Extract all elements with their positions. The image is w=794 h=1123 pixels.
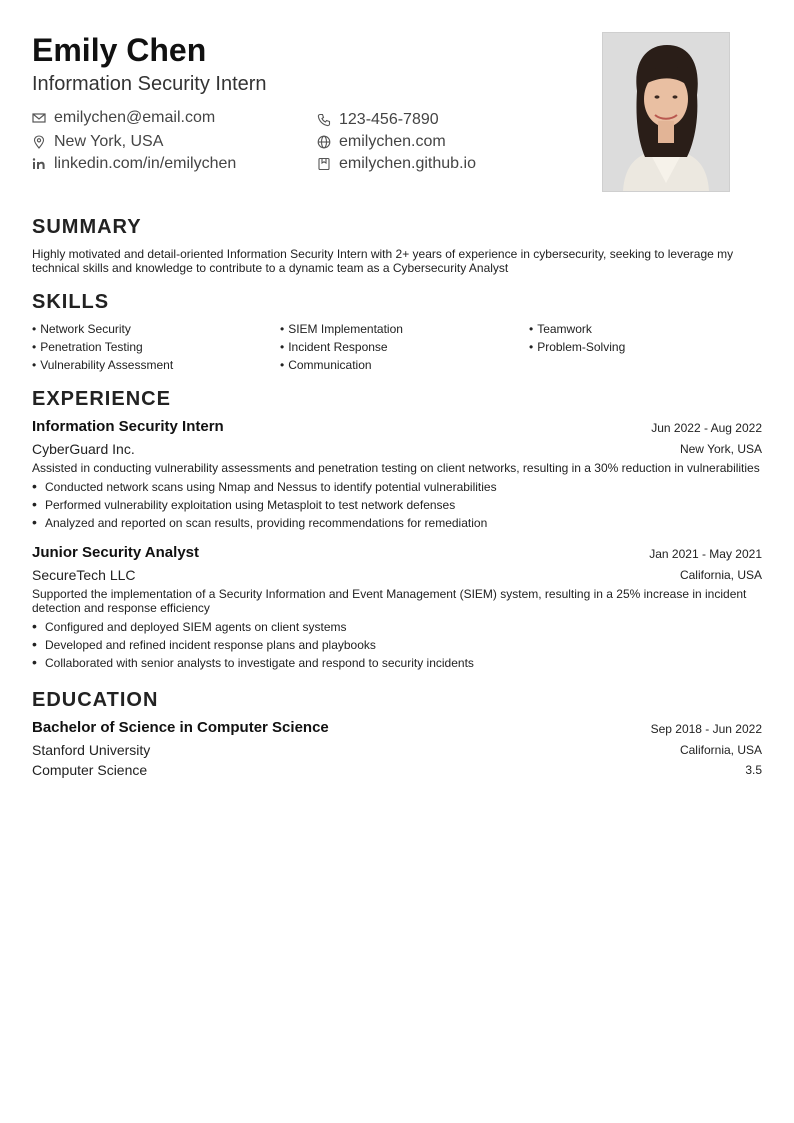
- linkedin-text: linkedin.com/in/emilychen: [54, 155, 237, 172]
- skill-item: • Communication: [280, 358, 372, 372]
- job-bullet: • Analyzed and reported on scan results, providing recommendations for remediation: [32, 514, 488, 530]
- job-bullet: • Collaborated with senior analysts to investigate and respond to security incidents: [32, 654, 474, 670]
- bullet-text: Collaborated with senior analysts to investigate and respond to security incidents: [45, 656, 474, 670]
- job-location: California, USA: [679, 568, 762, 582]
- job-description: Supported the implementation of a Security Information and Event Management (SIEM) system, resulting in a 25% increase in incident detection and response efficiency: [32, 587, 747, 615]
- candidate-role: Information Security Intern: [32, 73, 267, 95]
- skill-item: • Vulnerability Assessment: [32, 358, 173, 372]
- skill-item: • SIEM Implementation: [280, 322, 403, 336]
- candidate-name: Emily Chen: [32, 32, 207, 68]
- education-location: California, USA: [679, 743, 762, 757]
- contact-github[interactable]: [317, 154, 476, 174]
- education-dates: Sep 2018 - Jun 2022: [650, 722, 762, 736]
- phone-icon: [317, 113, 331, 127]
- job-title: Information Security Intern: [32, 418, 224, 435]
- job-bullet: • Performed vulnerability exploitation using Metasploit to test network defenses: [32, 496, 456, 512]
- summary-heading: SUMMARY: [32, 216, 142, 238]
- skill-item: • Penetration Testing: [32, 340, 143, 354]
- location-pin-icon: [32, 135, 46, 149]
- bullet-text: Performed vulnerability exploitation using Metasploit to test network defenses: [45, 498, 456, 512]
- education-degree: Bachelor of Science in Computer Science: [32, 719, 329, 736]
- education-heading: EDUCATION: [32, 689, 159, 711]
- mail-icon: [32, 111, 46, 125]
- skill-item: • Problem-Solving: [529, 340, 625, 354]
- job-dates: Jan 2021 - May 2021: [649, 547, 762, 561]
- contact-location: [32, 132, 163, 152]
- job-bullet: • Conducted network scans using Nmap and Nessus to identify potential vulnerabilities: [32, 478, 497, 494]
- bullet-text: Conducted network scans using Nmap and Nessus to identify potential vulnerabilities: [45, 480, 497, 494]
- github-text: emilychen.github.io: [339, 155, 476, 172]
- bullet-text: Developed and refined incident response plans and playbooks: [45, 638, 376, 652]
- job-description: Assisted in conducting vulnerability assessments and penetration testing on client networks, resulting in a 30% reduction in vulnerabilities: [32, 461, 760, 475]
- job-bullet: • Developed and refined incident response plans and playbooks: [32, 636, 376, 652]
- job-company: CyberGuard Inc.: [32, 441, 135, 457]
- education-school: Stanford University: [32, 742, 151, 758]
- skills-heading: SKILLS: [32, 291, 110, 313]
- job-bullet: • Configured and deployed SIEM agents on client systems: [32, 618, 347, 634]
- profile-photo: [602, 32, 730, 192]
- job-company: SecureTech LLC: [32, 567, 136, 583]
- skill-item: • Incident Response: [280, 340, 388, 354]
- experience-heading: EXPERIENCE: [32, 388, 171, 410]
- bullet-text: Configured and deployed SIEM agents on client systems: [45, 620, 347, 634]
- skill-item: • Network Security: [32, 322, 131, 336]
- education-field: Computer Science: [32, 762, 148, 778]
- website-text: emilychen.com: [339, 133, 446, 150]
- bullet-text: Analyzed and reported on scan results, providing recommendations for remediation: [45, 516, 488, 530]
- job-dates: Jun 2022 - Aug 2022: [651, 421, 762, 435]
- job-location: New York, USA: [679, 442, 762, 456]
- contact-phone[interactable]: [317, 110, 439, 130]
- email-text: emilychen@email.com: [54, 109, 216, 126]
- github-icon: [317, 157, 331, 171]
- education-gpa: 3.5: [745, 763, 762, 777]
- contact-website[interactable]: [317, 132, 446, 152]
- contact-email[interactable]: [32, 108, 215, 128]
- globe-icon: [317, 135, 331, 149]
- summary-text: Highly motivated and detail-oriented Information Security Intern with 2+ years of experience in cybersecurity, seeking to leverage my technical skills and knowledge to contribute to a dynamic team as a Cybersecurity Analyst: [32, 247, 734, 275]
- job-title: Junior Security Analyst: [32, 544, 199, 561]
- phone-text: 123-456-7890: [339, 111, 439, 128]
- linkedin-icon: [32, 157, 46, 171]
- location-text: New York, USA: [54, 133, 164, 150]
- contact-linkedin[interactable]: [32, 154, 236, 174]
- skill-item: • Teamwork: [529, 322, 592, 336]
